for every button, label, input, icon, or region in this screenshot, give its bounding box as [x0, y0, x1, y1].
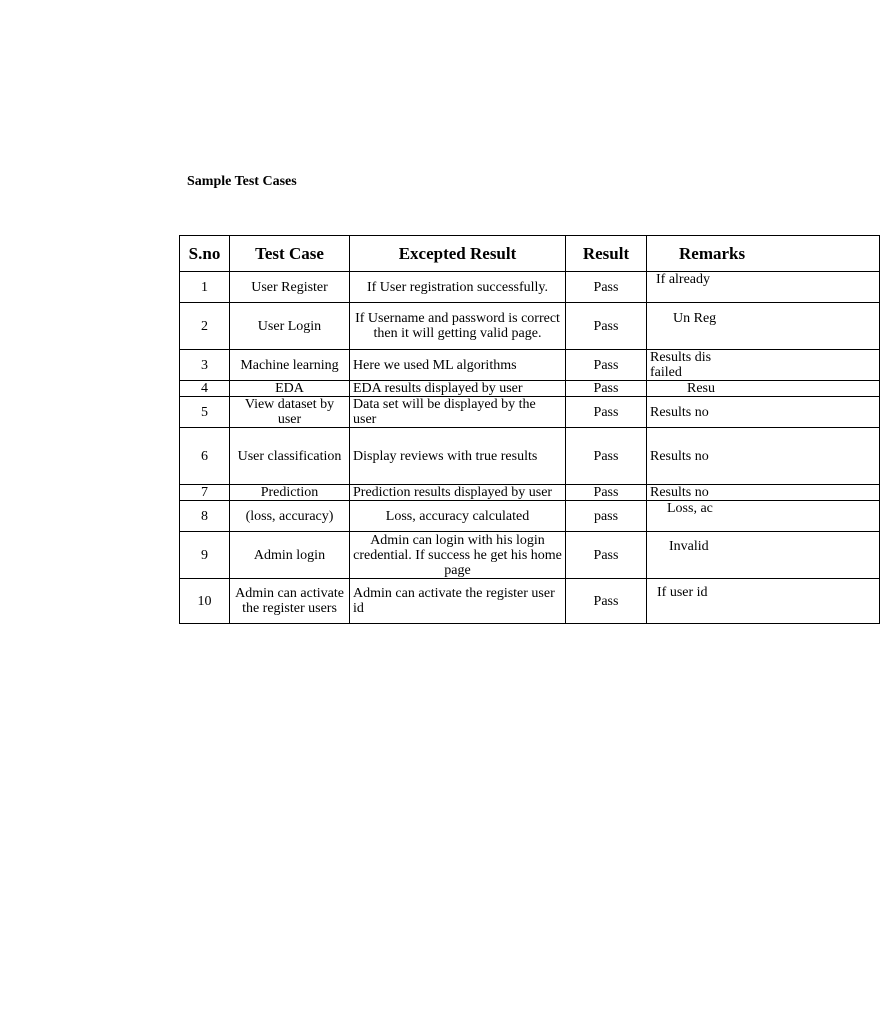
cell-test-case: User Register [230, 272, 350, 303]
cell-sno: 10 [180, 579, 230, 624]
cell-sno: 7 [180, 485, 230, 501]
table-row [180, 381, 880, 397]
cell-expected: Display reviews with true results [350, 428, 566, 485]
table-row [180, 272, 880, 303]
cell-result: pass [566, 501, 647, 532]
cell-remarks: Results no [647, 428, 880, 485]
table-row [180, 350, 880, 381]
cell-remarks: Loss, ac [647, 501, 880, 532]
cell-result: Pass [566, 397, 647, 428]
header-expected-result: Excepted Result [350, 236, 566, 272]
cell-test-case: Admin login [230, 532, 350, 579]
cell-expected: If Username and password is correct then it will getting valid page. [350, 303, 566, 350]
cell-sno: 9 [180, 532, 230, 579]
header-remarks: Remarks [647, 236, 880, 272]
cell-remarks: If user id [647, 579, 880, 624]
table-row [180, 485, 880, 501]
table-row [180, 428, 880, 485]
cell-sno: 3 [180, 350, 230, 381]
cell-sno: 6 [180, 428, 230, 485]
header-sno: S.no [180, 236, 230, 272]
cell-remarks: Results dis failed [647, 350, 880, 381]
cell-result: Pass [566, 303, 647, 350]
cell-expected: Prediction results displayed by user [350, 485, 566, 501]
cell-expected: Admin can activate the register user id [350, 579, 566, 624]
cell-expected: EDA results displayed by user [350, 381, 566, 397]
cell-result: Pass [566, 485, 647, 501]
cell-test-case: User classification [230, 428, 350, 485]
table-row [180, 579, 880, 624]
cell-result: Pass [566, 381, 647, 397]
cell-test-case: EDA [230, 381, 350, 397]
cell-test-case: Prediction [230, 485, 350, 501]
cell-result: Pass [566, 579, 647, 624]
cell-result: Pass [566, 350, 647, 381]
table-row [180, 397, 880, 428]
table-header-row [180, 236, 880, 272]
cell-sno: 4 [180, 381, 230, 397]
cell-remarks: Resu [647, 381, 880, 397]
test-cases-table [179, 235, 880, 624]
cell-test-case: Machine learning [230, 350, 350, 381]
table-row [180, 303, 880, 350]
cell-remarks: Invalid [647, 532, 880, 579]
cell-expected: Admin can login with his login credential. If success he get his home page [350, 532, 566, 579]
page-title: Sample Test Cases [187, 174, 297, 189]
cell-test-case: (loss, accuracy) [230, 501, 350, 532]
cell-expected: Data set will be displayed by the user [350, 397, 566, 428]
cell-sno: 8 [180, 501, 230, 532]
cell-expected: Loss, accuracy calculated [350, 501, 566, 532]
cell-sno: 5 [180, 397, 230, 428]
cell-remarks: Un Reg [647, 303, 880, 350]
test-cases-table-container [179, 235, 746, 617]
cell-expected: If User registration successfully. [350, 272, 566, 303]
cell-result: Pass [566, 428, 647, 485]
cell-result: Pass [566, 532, 647, 579]
header-result: Result [566, 236, 647, 272]
cell-test-case: User Login [230, 303, 350, 350]
cell-remarks: If already [647, 272, 880, 303]
cell-test-case: View dataset by user [230, 397, 350, 428]
cell-sno: 1 [180, 272, 230, 303]
cell-remarks: Results no [647, 397, 880, 428]
table-row [180, 501, 880, 532]
cell-sno: 2 [180, 303, 230, 350]
header-test-case: Test Case [230, 236, 350, 272]
table-row [180, 532, 880, 579]
cell-remarks: Results no [647, 485, 880, 501]
cell-result: Pass [566, 272, 647, 303]
cell-test-case: Admin can activate the register users [230, 579, 350, 624]
cell-expected: Here we used ML algorithms [350, 350, 566, 381]
